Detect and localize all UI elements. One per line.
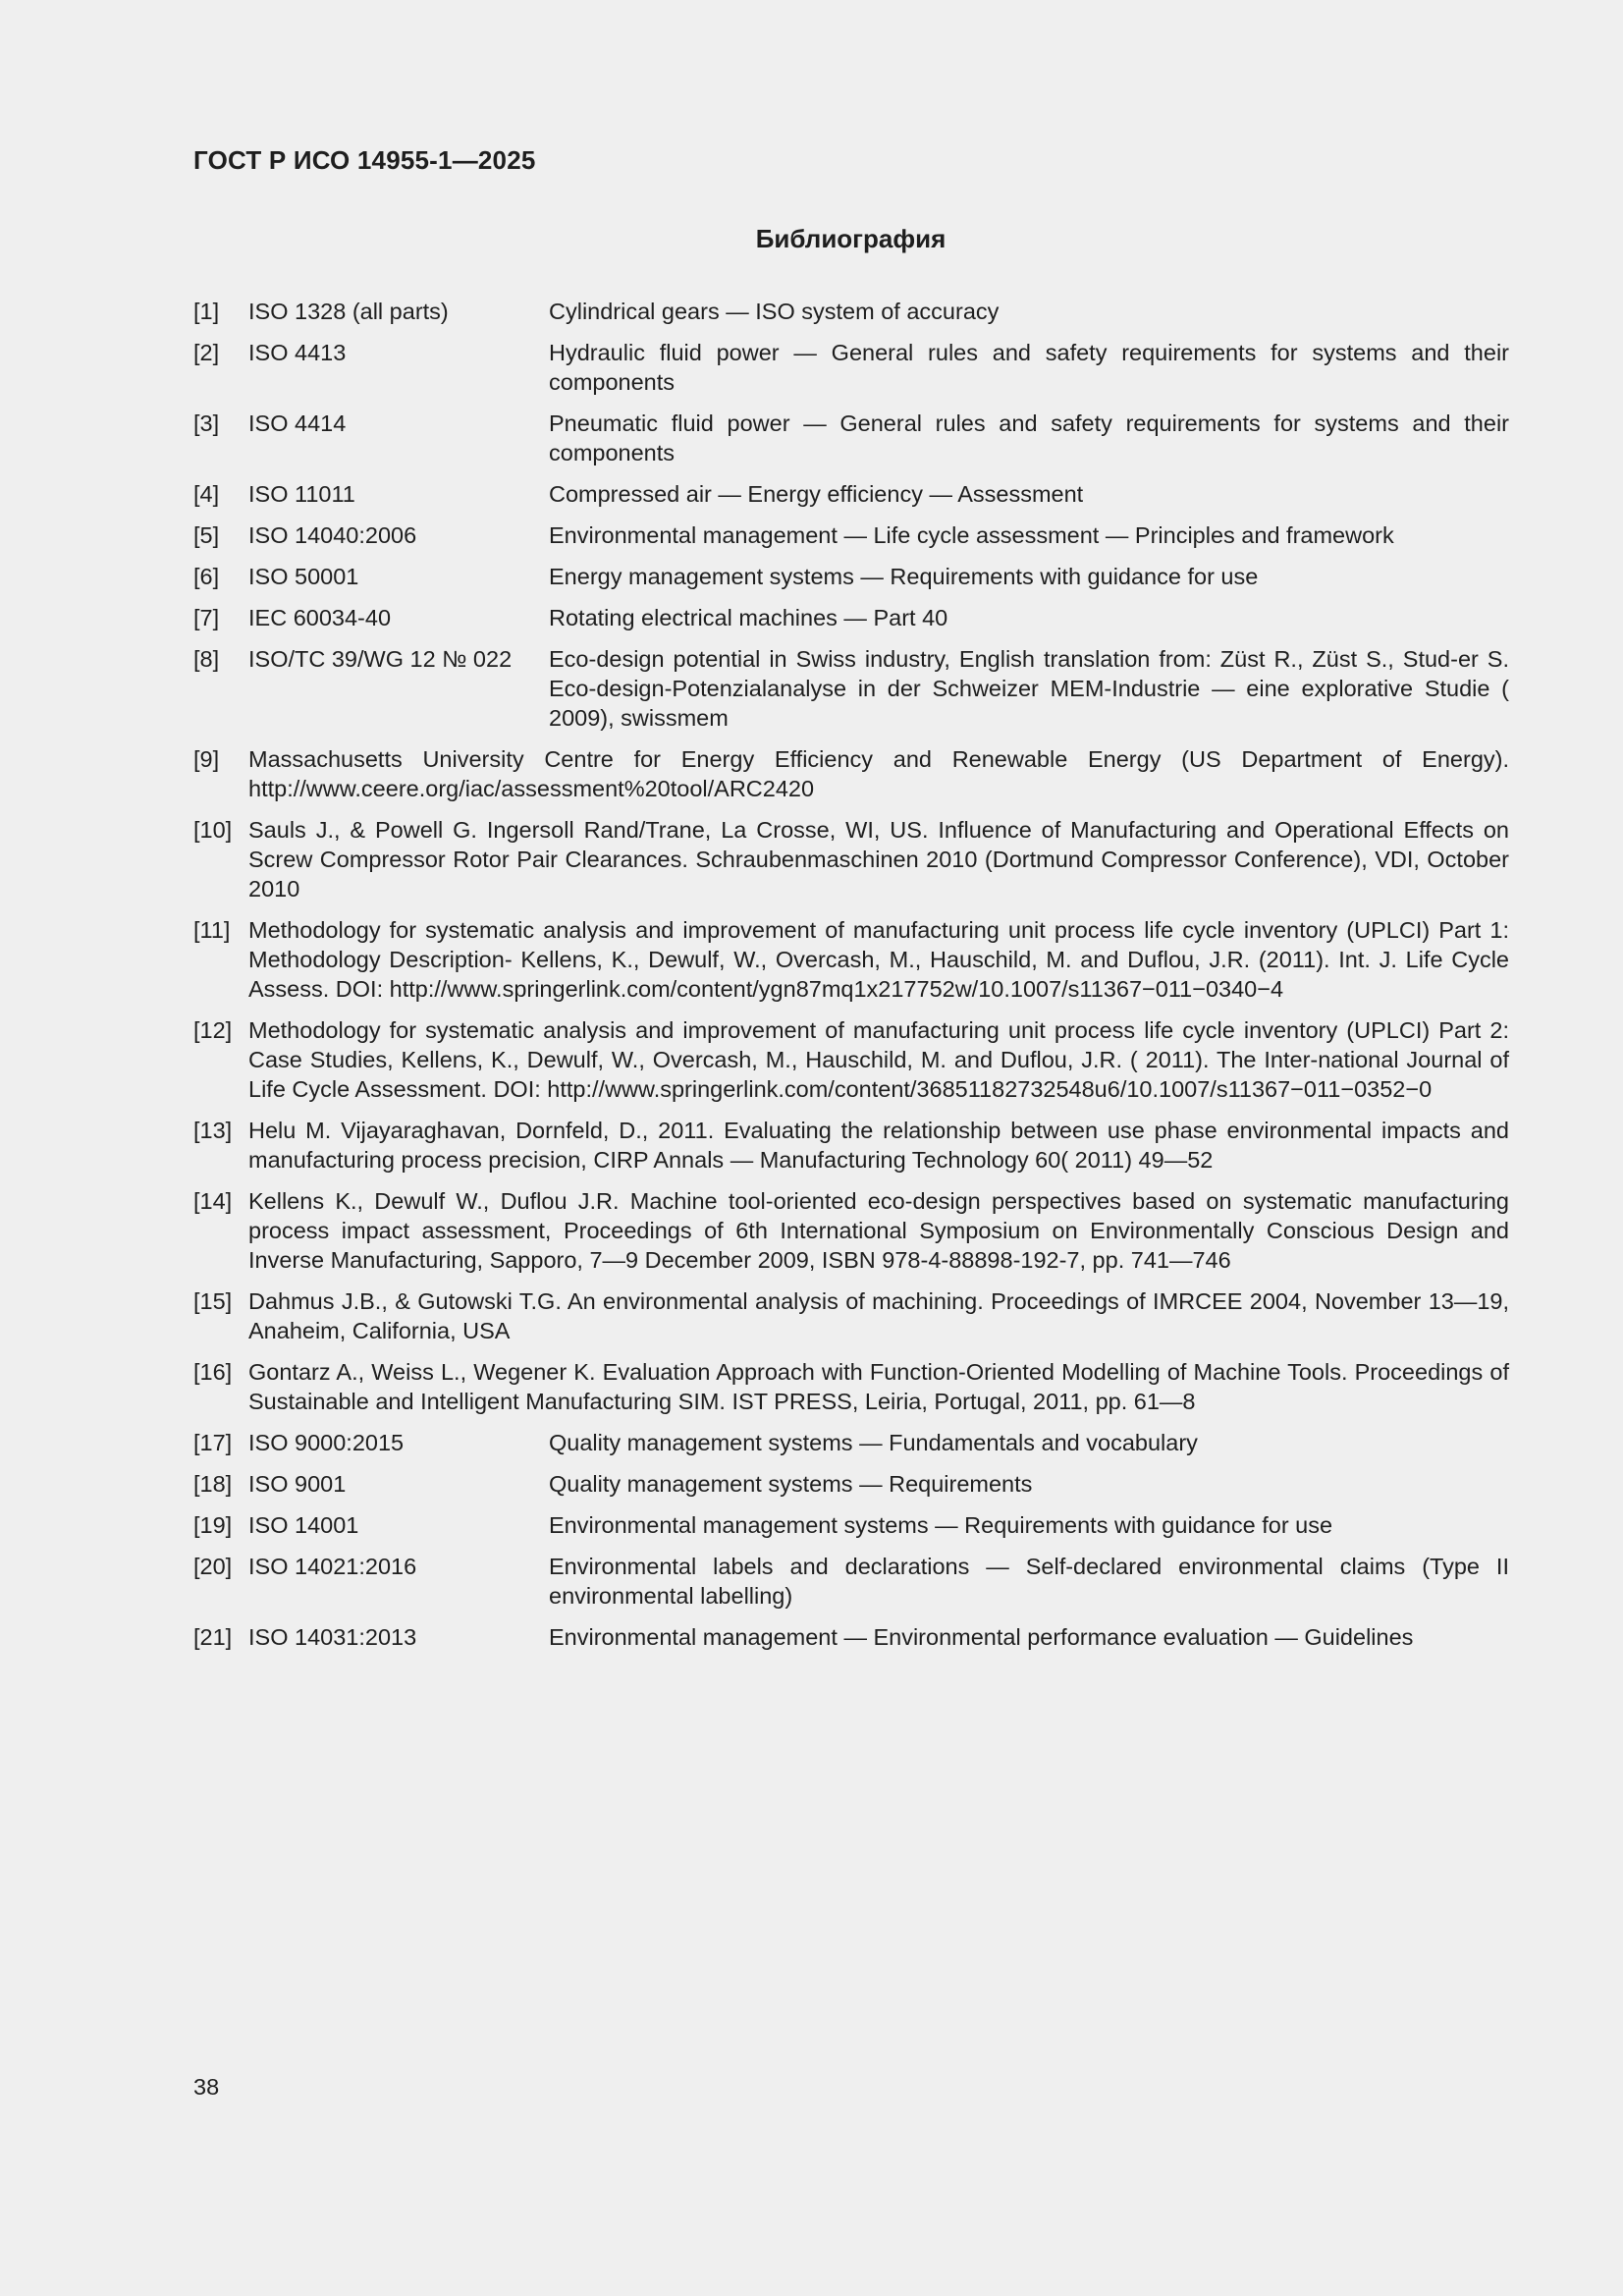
bibliography-title: Библиография [755, 224, 947, 253]
entry-number: [7] [193, 605, 220, 630]
entry-text: Methodology for systematic analysis and improvement of manufacturing unit process life cycle inventory (UPLCI) Part 1: Methodology Description- Kellens, K., Dewulf, W., Overcash, M., Hauschild, M. and Duflou, J.R. (2011). Int. J. Life Cycle Assess. DOI: http://www.springerlink.com/content/ygn87mq1x217752w/10.1007/s11367−011−0340−4 [248, 917, 1509, 1002]
entry-number: [6] [193, 564, 220, 589]
entry-standard-code: ISO 14001 [248, 1512, 359, 1538]
entry-number: [21] [193, 1624, 233, 1650]
entry-number: [10] [193, 817, 233, 843]
bibliography-entry-16 [193, 1357, 1509, 1416]
entry-title: Energy management systems — Requirements with guidance for use [549, 564, 1259, 589]
entry-number: [15] [193, 1288, 233, 1314]
entry-number: [4] [193, 481, 220, 507]
entry-title: Quality management systems — Fundamentals and vocabulary [549, 1430, 1198, 1455]
entry-title: Pneumatic fluid power — General rules and safety requirements for systems and their components [549, 410, 1509, 465]
entry-number: [16] [193, 1359, 233, 1385]
entry-standard-code: ISO 1328 (all parts) [248, 299, 449, 324]
bibliography-entry-12 [193, 1015, 1509, 1104]
entry-standard-code: IEC 60034-40 [248, 605, 392, 630]
entry-number: [19] [193, 1512, 233, 1538]
entry-title: Quality management systems — Requirements [549, 1471, 1033, 1497]
entry-number: [17] [193, 1430, 233, 1455]
entry-title: Environmental management — Environmental performance evaluation — Guidelines [549, 1624, 1414, 1650]
entry-number: [11] [193, 917, 231, 943]
bibliography-entry-5 [193, 520, 1509, 550]
entry-title: Hydraulic fluid power — General rules and safety requirements for systems and their components [549, 340, 1509, 395]
entry-title: Compressed air — Energy efficiency — Assessment [549, 481, 1084, 507]
entry-number: [14] [193, 1188, 233, 1214]
bibliography-entry-14 [193, 1186, 1509, 1275]
entry-title: Eco-design potential in Swiss industry, English translation from: Züst R., Züst S., Stud-er S. Eco-design-Potenzialanalyse in der Schweizer MEM-Industrie — eine explorative Studie ( 2009), swissmem [549, 646, 1509, 731]
entry-number: [2] [193, 340, 220, 365]
bibliography-entry-18 [193, 1469, 1509, 1499]
bibliography-entry-6 [193, 562, 1509, 591]
entry-text: Sauls J., & Powell G. Ingersoll Rand/Trane, La Crosse, WI, US. Influence of Manufacturing and Operational Effects on Screw Compressor Rotor Pair Clearances. Schraubenmaschinen 2010 (Dortmund Compressor Conference), VDI, October 2010 [248, 817, 1509, 902]
bibliography-entry-19 [193, 1510, 1509, 1540]
entry-number: [3] [193, 410, 220, 436]
bibliography-entry-3 [193, 409, 1509, 467]
entry-text: Helu M. Vijayaraghavan, Dornfeld, D., 2011. Evaluating the relationship between use phase environmental impacts and manufacturing process precision, CIRP Annals — Manufacturing Technology 60( 2011) 49—52 [248, 1118, 1509, 1173]
entry-standard-code: ISO/TC 39/WG 12 № 022 [248, 646, 513, 672]
bibliography-list [193, 297, 1509, 1664]
bibliography-entry-8 [193, 644, 1509, 733]
bibliography-entry-7 [193, 603, 1509, 632]
entry-number: [18] [193, 1471, 233, 1497]
entry-number: [8] [193, 646, 220, 672]
entry-text: Methodology for systematic analysis and improvement of manufacturing unit process life cycle inventory (UPLCI) Part 2: Case Studies, Kellens, K., Dewulf, W., Overcash, M., Hauschild, M. and Duflou, J.R. ( 2011). The Inter-national Journal of Life Cycle Assessment. DOI: http://www.springerlink.com/content/36851182732548u6/10.1007/s11367−011−0352−0 [248, 1017, 1509, 1102]
entry-standard-code: ISO 50001 [248, 564, 359, 589]
bibliography-entry-4 [193, 479, 1509, 509]
entry-number: [12] [193, 1017, 233, 1043]
entry-title: Environmental labels and declarations — Self-declared environmental claims (Type II environmental labelling) [549, 1554, 1509, 1609]
entry-standard-code: ISO 4414 [248, 410, 347, 436]
entry-text: Massachusetts University Centre for Energy Efficiency and Renewable Energy (US Department of Energy). http://www.ceere.org/iac/assessment%20tool/ARC2420 [248, 746, 1509, 801]
entry-number: [1] [193, 299, 220, 324]
entry-standard-code: ISO 14021:2016 [248, 1554, 417, 1579]
bibliography-entry-1 [193, 297, 1509, 326]
document-header: ГОСТ Р ИСО 14955-1—2025 [193, 145, 536, 175]
entry-standard-code: ISO 9001 [248, 1471, 347, 1497]
entry-number: [13] [193, 1118, 233, 1143]
bibliography-entry-21 [193, 1622, 1509, 1652]
entry-title: Environmental management — Life cycle assessment — Principles and framework [549, 522, 1394, 548]
page-number: 38 [193, 2074, 220, 2100]
bibliography-entry-11 [193, 915, 1509, 1004]
entry-number: [20] [193, 1554, 233, 1579]
entry-title: Cylindrical gears — ISO system of accuracy [549, 299, 1000, 324]
entry-text: Dahmus J.B., & Gutowski T.G. An environmental analysis of machining. Proceedings of IMRCEE 2004, November 13—19, Anaheim, California, USA [248, 1288, 1509, 1343]
entry-text: Gontarz A., Weiss L., Wegener K. Evaluation Approach with Function-Oriented Modelling of Machine Tools. Proceedings of Sustainable and Intelligent Manufacturing SIM. IST PRESS, Leiria, Portugal, 2011, pp. 61—8 [248, 1359, 1509, 1414]
entry-number: [5] [193, 522, 220, 548]
bibliography-entry-20 [193, 1552, 1509, 1611]
entry-text: Kellens K., Dewulf W., Duflou J.R. Machine tool-oriented eco-design perspectives based on systematic manufacturing process impact assessment, Proceedings of 6th International Symposium on Environmentally Conscious Design and Inverse Manufacturing, Sapporo, 7—9 December 2009, ISBN 978-4-88898-192-7, pp. 741—746 [248, 1188, 1509, 1273]
entry-standard-code: ISO 14031:2013 [248, 1624, 417, 1650]
entry-number: [9] [193, 746, 220, 772]
bibliography-entry-15 [193, 1286, 1509, 1345]
bibliography-entry-9 [193, 744, 1509, 803]
bibliography-entry-17 [193, 1428, 1509, 1457]
entry-standard-code: ISO 11011 [248, 481, 355, 507]
bibliography-entry-10 [193, 815, 1509, 903]
entry-standard-code: ISO 14040:2006 [248, 522, 417, 548]
entry-standard-code: ISO 4413 [248, 340, 347, 365]
entry-standard-code: ISO 9000:2015 [248, 1430, 405, 1455]
bibliography-entry-2 [193, 338, 1509, 397]
entry-title: Rotating electrical machines — Part 40 [549, 605, 948, 630]
entry-title: Environmental management systems — Requirements with guidance for use [549, 1512, 1333, 1538]
bibliography-entry-13 [193, 1116, 1509, 1175]
